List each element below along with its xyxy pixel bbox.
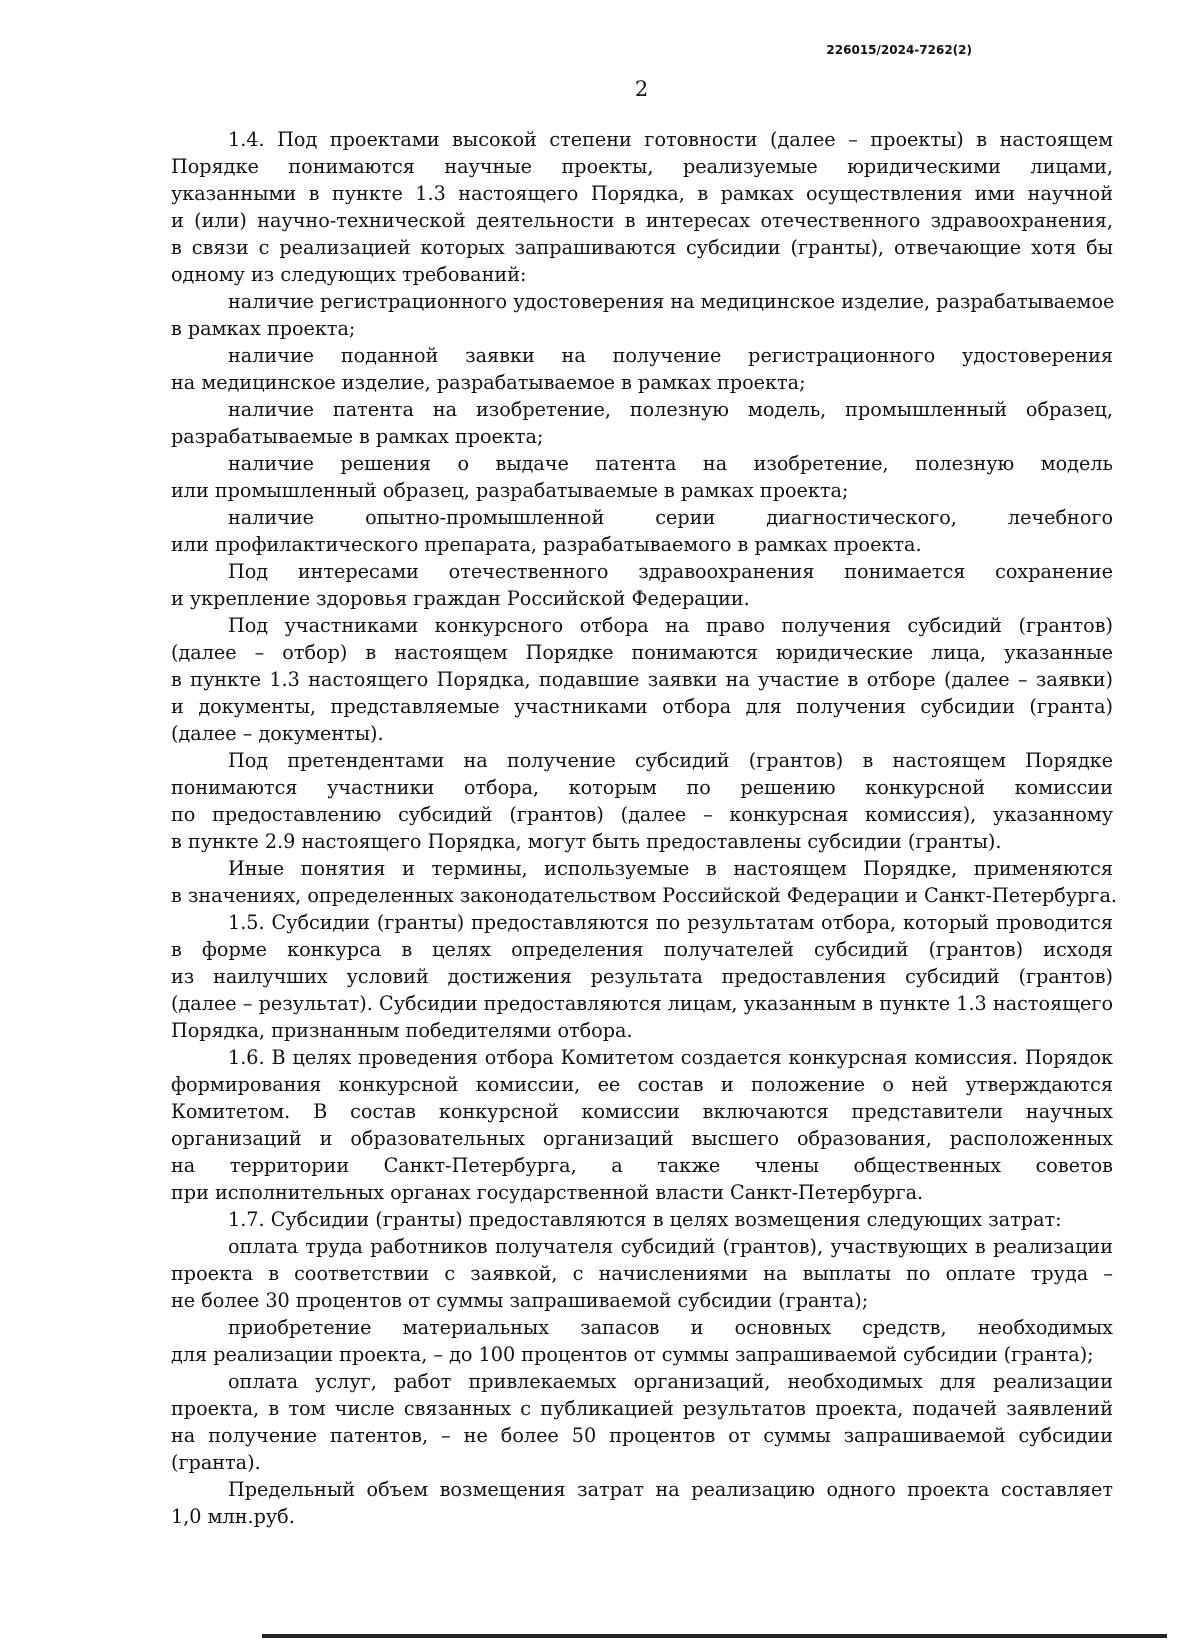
text-line: (гранта). xyxy=(171,1451,261,1474)
text-line: в рамках проекта; xyxy=(171,317,356,340)
text-line: для реализации проекта, – до 100 процентов от суммы запрашиваемой субсидии (гранта); xyxy=(171,1343,1094,1366)
text-line: в связи с реализацией которых запрашиваются субсидии (гранты), отвечающие хотя бы xyxy=(171,236,1113,259)
text-line: в значениях, определенных законодательством Российской Федерации и Санкт-Петербурга. xyxy=(171,884,1118,907)
text-line: наличие поданной заявки на получение регистрационного удостоверения xyxy=(228,344,1113,367)
text-line: или промышленный образец, разрабатываемые в рамках проекта; xyxy=(171,479,849,502)
text-line: разрабатываемые в рамках проекта; xyxy=(171,425,544,448)
text-line: наличие регистрационного удостоверения на медицинское изделие, разрабатываемое xyxy=(228,290,1115,313)
text-line: по предоставлению субсидий (грантов) (далее – конкурсная комиссия), указанному xyxy=(171,803,1113,826)
text-line: формирования конкурсной комиссии, ее состав и положение о ней утверждаются xyxy=(171,1073,1113,1096)
text-line: понимаются участники отбора, которым по решению конкурсной комиссии xyxy=(171,776,1113,799)
text-line: Под претендентами на получение субсидий (грантов) в настоящем Порядке xyxy=(228,749,1113,772)
text-line: Порядка, признанным победителями отбора. xyxy=(171,1019,633,1042)
text-line: приобретение материальных запасов и основных средств, необходимых xyxy=(228,1316,1113,1339)
text-line: (далее – документы). xyxy=(171,722,384,745)
text-line: указанными в пункте 1.3 настоящего Порядка, в рамках осуществления ими научной xyxy=(171,182,1113,205)
text-line: Комитетом. В состав конкурсной комиссии включаются представители научных xyxy=(171,1100,1113,1123)
text-line: оплата услуг, работ привлекаемых организаций, необходимых для реализации xyxy=(228,1370,1113,1393)
text-line: Иные понятия и термины, используемые в настоящем Порядке, применяются xyxy=(228,857,1113,880)
text-line: 1.5. Субсидии (гранты) предоставляются по результатам отбора, который проводится xyxy=(228,911,1113,934)
text-line: Под интересами отечественного здравоохранения понимается сохранение xyxy=(228,560,1113,583)
text-line: из наилучших условий достижения результата предоставления субсидий (грантов) xyxy=(171,965,1113,988)
text-line: Порядке понимаются научные проекты, реализуемые юридическими лицами, xyxy=(171,155,1113,178)
text-line: 1.4. Под проектами высокой степени готовности (далее – проекты) в настоящем xyxy=(228,128,1113,151)
text-line: одному из следующих требований: xyxy=(171,263,527,286)
text-line: оплата труда работников получателя субсидий (грантов), участвующих в реализации xyxy=(228,1235,1113,1258)
text-line: при исполнительных органах государственной власти Санкт-Петербурга. xyxy=(171,1181,924,1204)
text-line: и (или) научно-технической деятельности в интересах отечественного здравоохранения, xyxy=(171,209,1113,232)
text-line: не более 30 процентов от суммы запрашиваемой субсидии (гранта); xyxy=(171,1289,869,1312)
text-line: организаций и образовательных организаций высшего образования, расположенных xyxy=(171,1127,1113,1150)
page-number: 2 xyxy=(634,77,649,101)
page-bottom-edge xyxy=(262,1634,1167,1638)
text-line: (далее – результат). Субсидии предоставляются лицам, указанным в пункте 1.3 настоящего xyxy=(171,992,1113,1015)
text-line: в пункте 1.3 настоящего Порядка, подавшие заявки на участие в отборе (далее – заявки) xyxy=(171,668,1113,691)
text-line: наличие решения о выдаче патента на изобретение, полезную модель xyxy=(228,452,1113,475)
text-line: и документы, представляемые участниками отбора для получения субсидии (гранта) xyxy=(171,695,1113,718)
text-line: и укрепление здоровья граждан Российской Федерации. xyxy=(171,587,750,610)
text-line: в форме конкурса в целях определения получателей субсидий (грантов) исходя xyxy=(171,938,1113,961)
text-line: на медицинское изделие, разрабатываемое в рамках проекта; xyxy=(171,371,806,394)
text-line: Под участниками конкурсного отбора на право получения субсидий (грантов) xyxy=(228,614,1113,637)
text-line: 1.6. В целях проведения отбора Комитетом создается конкурсная комиссия. Порядок xyxy=(228,1046,1113,1069)
text-line: проекта, в том числе связанных с публикацией результатов проекта, подачей заявлений xyxy=(171,1397,1113,1420)
text-line: наличие патента на изобретение, полезную модель, промышленный образец, xyxy=(228,398,1113,421)
text-line: на территории Санкт-Петербурга, а также члены общественных советов xyxy=(171,1154,1113,1177)
text-line: наличие опытно-промышленной серии диагностического, лечебного xyxy=(228,506,1113,529)
text-line: (далее – отбор) в настоящем Порядке понимаются юридические лица, указанные xyxy=(171,641,1113,664)
text-line: 1,0 млн.руб. xyxy=(171,1505,295,1528)
text-line: или профилактического препарата, разрабатываемого в рамках проекта. xyxy=(171,533,922,556)
text-line: проекта в соответствии с заявкой, с начислениями на выплаты по оплате труда – xyxy=(171,1262,1113,1285)
text-line: на получение патентов, – не более 50 процентов от суммы запрашиваемой субсидии xyxy=(171,1424,1113,1447)
text-line: в пункте 2.9 настоящего Порядка, могут быть предоставлены субсидии (гранты). xyxy=(171,830,1002,853)
document-number: 226015/2024-7262(2) xyxy=(826,43,972,57)
text-line: 1.7. Субсидии (гранты) предоставляются в целях возмещения следующих затрат: xyxy=(228,1208,1062,1231)
text-line: Предельный объем возмещения затрат на реализацию одного проекта составляет xyxy=(228,1478,1113,1501)
